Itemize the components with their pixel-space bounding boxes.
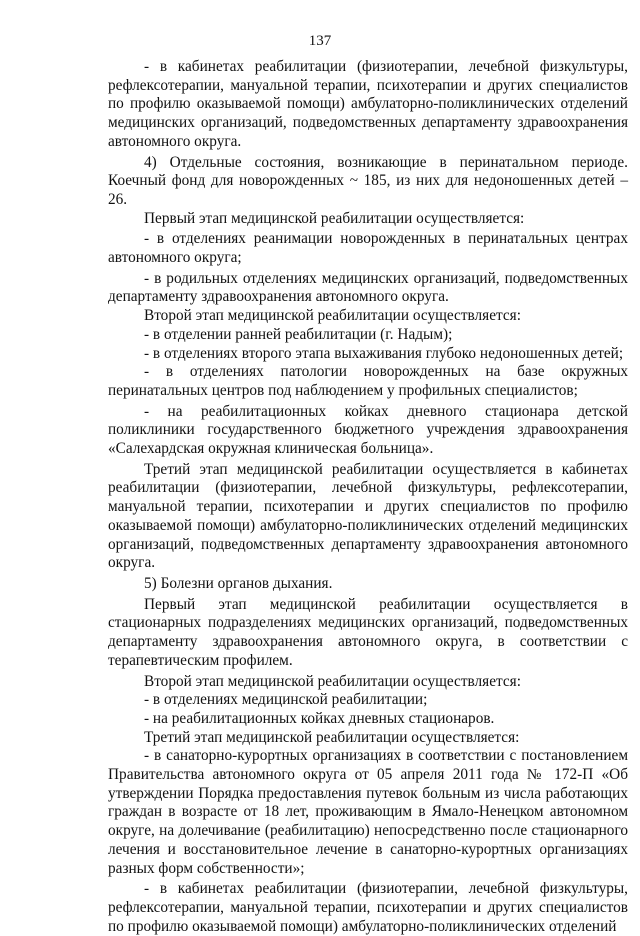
paragraph: Третий этап медицинской реабилитации осуществляется: [144,728,520,746]
list-item: - в отделениях патологии новорожденных на базе окружных перинатальных центров под наблюдением у профильных специалистов; [108,363,628,399]
document-body [108,58,628,936]
list-item: - в отделениях медицинской реабилитации; [144,691,428,709]
list-item: - в отделениях второго этапа выхаживания глубоко недоношенных детей; [144,344,624,362]
list-item: - в санаторно-курортных организациях в соответствии с постановлением Правительства автономного округа от 05 апреля 2011 года № 172-П «Об утверждении Порядка предоставления путевок больным из числа работающих граждан в возрасте от 18 лет, проживающим в Ямало-Ненецком автономном округе, на долечивание (реабилитацию) непосредственно после стационарного лечения и восстановительное лечение в санаторно-курортных организациях разных форм собственности»; [108,747,628,877]
paragraph: 5) Болезни органов дыхания. [144,574,333,592]
paragraph: Второй этап медицинской реабилитации осуществляется: [144,672,521,690]
paragraph: Второй этап медицинской реабилитации осуществляется: [144,307,521,325]
list-item: - в кабинетах реабилитации (физиотерапии, лечебной физкультуры, рефлексотерапии, мануальной терапии, психотерапии и других специалистов по профилю оказываемой помощи) амбулаторно-поликлинических отделений [108,880,628,935]
paragraph: Первый этап медицинской реабилитации осуществляется в стационарных подразделениях медицинских организаций, подведомственных департаменту здравоохранения автономного округа, в соответствии с терапевтическим профилем. [108,595,628,669]
paragraph: Первый этап медицинской реабилитации осуществляется: [144,209,525,227]
list-item: - на реабилитационных койках дневных стационаров. [144,709,495,727]
list-item: - в отделении ранней реабилитации (г. Надым); [144,325,453,343]
paragraph: 4) Отдельные состояния, возникающие в перинатальном периоде. Коечный фонд для новорожденных ~ 185, из них для недоношенных детей – 26. [108,153,628,208]
paragraph: - в кабинетах реабилитации (физиотерапии, лечебной физкультуры, рефлексотерапии, мануальной терапии, психотерапии и других специалистов по профилю оказываемой помощи) амбулаторно-поликлинических отделений медицинских организаций, подведомственных департаменту здравоохранения автономного округа. [108,58,628,150]
paragraph: Третий этап медицинской реабилитации осуществляется в кабинетах реабилитации (физиотерапии, лечебной физкультуры, рефлексотерапии, мануальной терапии, психотерапии и других специалистов по профилю оказываемой помощи) амбулаторно-поликлинических отделений медицинских организаций, подведомственных департаменту здравоохранения автономного округа. [108,460,628,572]
list-item: - в родильных отделениях медицинских организаций, подведомственных департаменту здравоохранения автономного округа. [108,269,628,306]
list-item: - на реабилитационных койках дневного стационара детской поликлиники государственного бюджетного учреждения здравоохранения «Салехардская окружная клиническая больница». [108,402,628,458]
list-item: - в отделениях реанимации новорожденных в перинатальных центрах автономного округа; [108,230,628,267]
page-number: 137 [308,33,332,49]
